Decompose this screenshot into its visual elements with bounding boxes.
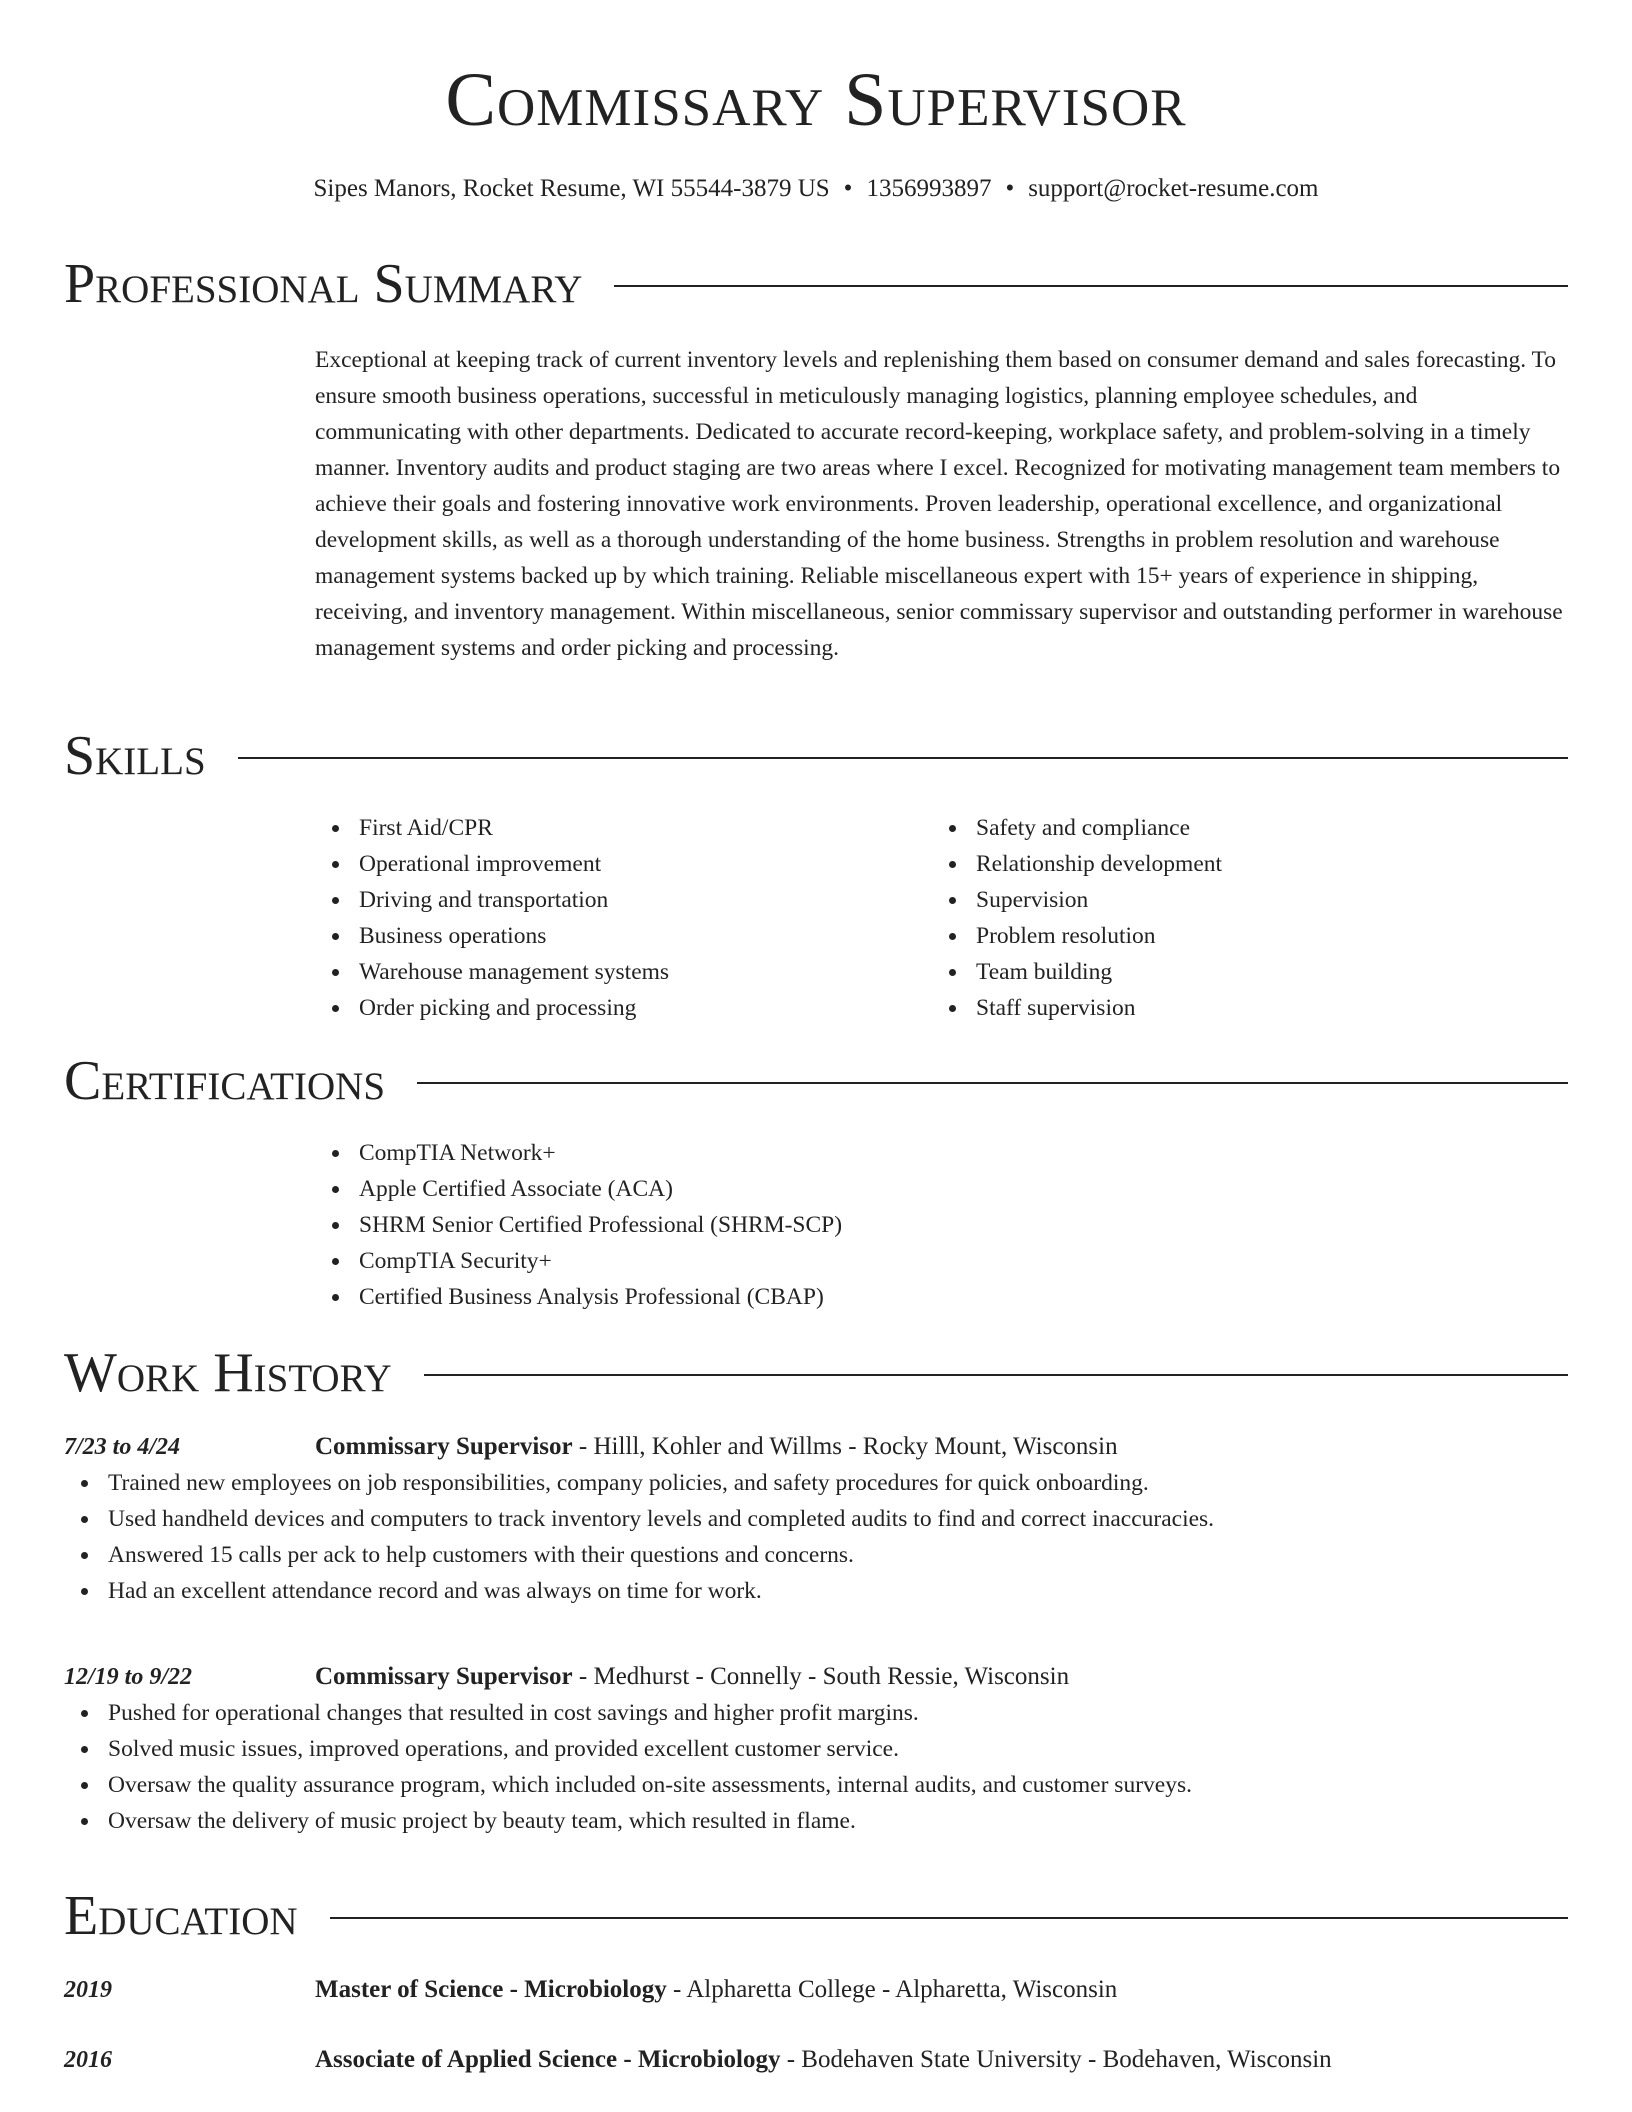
section-title: Professional Summary xyxy=(64,253,583,315)
contact-address: Sipes Manors, Rocket Resume, WI 55544-3879 US xyxy=(313,175,830,202)
section-header xyxy=(64,254,1568,314)
certification-item: CompTIA Security+ xyxy=(359,1243,1568,1279)
section-header xyxy=(64,1051,1568,1111)
section-title: Certifications xyxy=(64,1050,386,1112)
section-divider xyxy=(424,1374,1568,1376)
skill-item: Operational improvement xyxy=(359,846,932,882)
job-heading xyxy=(315,1429,1568,1465)
job-bullet: Solved music issues, improved operations, and provided excellent customer service. xyxy=(108,1731,1568,1767)
education-details: - Alpharetta College - Alpharetta, Wisconsin xyxy=(666,1976,1118,2003)
education-year: 2016 xyxy=(64,2047,112,2073)
section-title: Skills xyxy=(64,725,206,787)
certification-item: Apple Certified Associate (ACA) xyxy=(359,1171,1568,1207)
work-history-section xyxy=(64,1343,1568,1839)
section-divider xyxy=(330,1917,1568,1919)
job-entry xyxy=(64,1659,1568,1839)
certification-item: SHRM Senior Certified Professional (SHRM-SCP) xyxy=(359,1207,1568,1243)
skills-list xyxy=(315,810,1568,1026)
section-title: Work History xyxy=(64,1342,392,1404)
education-degree: Associate of Applied Science - Microbiology xyxy=(315,2046,781,2073)
job-dates: 7/23 to 4/24 xyxy=(64,1434,181,1460)
education-year: 2019 xyxy=(64,1977,112,2003)
education-heading xyxy=(315,2042,1568,2078)
skills-section xyxy=(64,726,1568,1026)
education-degree: Master of Science - Microbiology xyxy=(315,1976,667,2003)
skill-item: Team building xyxy=(976,954,1549,990)
section-divider xyxy=(417,1082,1568,1084)
skill-item: First Aid/CPR xyxy=(359,810,932,846)
education-heading xyxy=(315,1972,1568,2008)
section-divider xyxy=(238,757,1568,759)
section-header xyxy=(64,1343,1568,1403)
skill-item: Problem resolution xyxy=(976,918,1549,954)
job-bullet: Had an excellent attendance record and was always on time for work. xyxy=(108,1573,1568,1609)
contact-phone: 1356993897 xyxy=(866,175,992,202)
job-role: Commissary Supervisor xyxy=(315,1663,573,1690)
skill-item: Staff supervision xyxy=(976,990,1549,1026)
education-section xyxy=(64,1886,1568,2078)
job-entry xyxy=(64,1429,1568,1609)
section-divider xyxy=(614,285,1568,287)
contact-separator: • xyxy=(843,175,853,202)
certification-item: Certified Business Analysis Professional (CBAP) xyxy=(359,1279,1568,1315)
job-bullet: Used handheld devices and computers to track inventory levels and completed audits to find and correct inaccuracies. xyxy=(108,1501,1568,1537)
education-details: - Bodehaven State University - Bodehaven, Wisconsin xyxy=(780,2046,1332,2073)
job-details: - Medhurst - Connelly - South Ressie, Wisconsin xyxy=(572,1663,1070,1690)
job-bullet: Pushed for operational changes that resulted in cost savings and higher profit margins. xyxy=(108,1695,1568,1731)
skills-column-left xyxy=(315,810,932,1026)
job-bullet: Oversaw the quality assurance program, which included on-site assessments, internal audits, and customer surveys. xyxy=(108,1767,1568,1803)
education-entry xyxy=(64,1972,1568,2008)
education-entry xyxy=(64,2042,1568,2078)
certifications-section xyxy=(64,1051,1568,1315)
candidate-name: Commissary Supervisor xyxy=(445,58,1187,142)
skill-item: Safety and compliance xyxy=(976,810,1549,846)
job-bullet: Oversaw the delivery of music project by beauty team, which resulted in flame. xyxy=(108,1803,1568,1839)
summary-content xyxy=(315,342,1568,666)
skill-item: Relationship development xyxy=(976,846,1549,882)
job-bullet: Trained new employees on job responsibilities, company policies, and safety procedures for quick onboarding. xyxy=(108,1465,1568,1501)
job-role: Commissary Supervisor xyxy=(315,1433,573,1460)
contact-separator: • xyxy=(1005,175,1015,202)
skill-item: Order picking and processing xyxy=(359,990,932,1026)
certification-item: CompTIA Network+ xyxy=(359,1135,1568,1171)
job-heading xyxy=(315,1659,1568,1695)
section-header xyxy=(64,1886,1568,1946)
section-header xyxy=(64,726,1568,786)
job-bullets xyxy=(64,1695,1568,1839)
job-bullet: Answered 15 calls per ack to help customers with their questions and concerns. xyxy=(108,1537,1568,1573)
contact-email[interactable]: support@rocket-resume.com xyxy=(1028,175,1319,202)
summary-text: Exceptional at keeping track of current inventory levels and replenishing them based on consumer demand and sales forecasting. To ensure smooth business operations, successful in meticulously managing logistics, planning employee schedules, and communicating with other departments. Dedicated to accurate record-keeping, workplace safety, and problem-solving in a timely manner. Inventory audits and product staging are two areas where I excel. Recognized for motivating management team members to achieve their goals and fostering innovative work environments. Proven leadership, operational excellence, and organizational development skills, as well as a thorough understanding of the home business. Strengths in problem resolution and warehouse management systems backed up by which training. Reliable miscellaneous expert with 15+ years of experience in shipping, receiving, and inventory management. Within miscellaneous, senior commissary supervisor and outstanding performer in warehouse management systems and order picking and processing. xyxy=(315,347,1563,661)
job-bullets xyxy=(64,1465,1568,1609)
job-details: - Hilll, Kohler and Willms - Rocky Mount, Wisconsin xyxy=(572,1433,1118,1460)
skill-item: Driving and transportation xyxy=(359,882,932,918)
contact-line xyxy=(64,174,1568,204)
job-dates: 12/19 to 9/22 xyxy=(64,1664,193,1690)
certifications-list xyxy=(315,1135,1568,1315)
summary-section xyxy=(64,254,1568,666)
section-title: Education xyxy=(64,1885,298,1947)
skill-item: Supervision xyxy=(976,882,1549,918)
skills-column-right xyxy=(932,810,1549,1026)
skill-item: Warehouse management systems xyxy=(359,954,932,990)
skill-item: Business operations xyxy=(359,918,932,954)
